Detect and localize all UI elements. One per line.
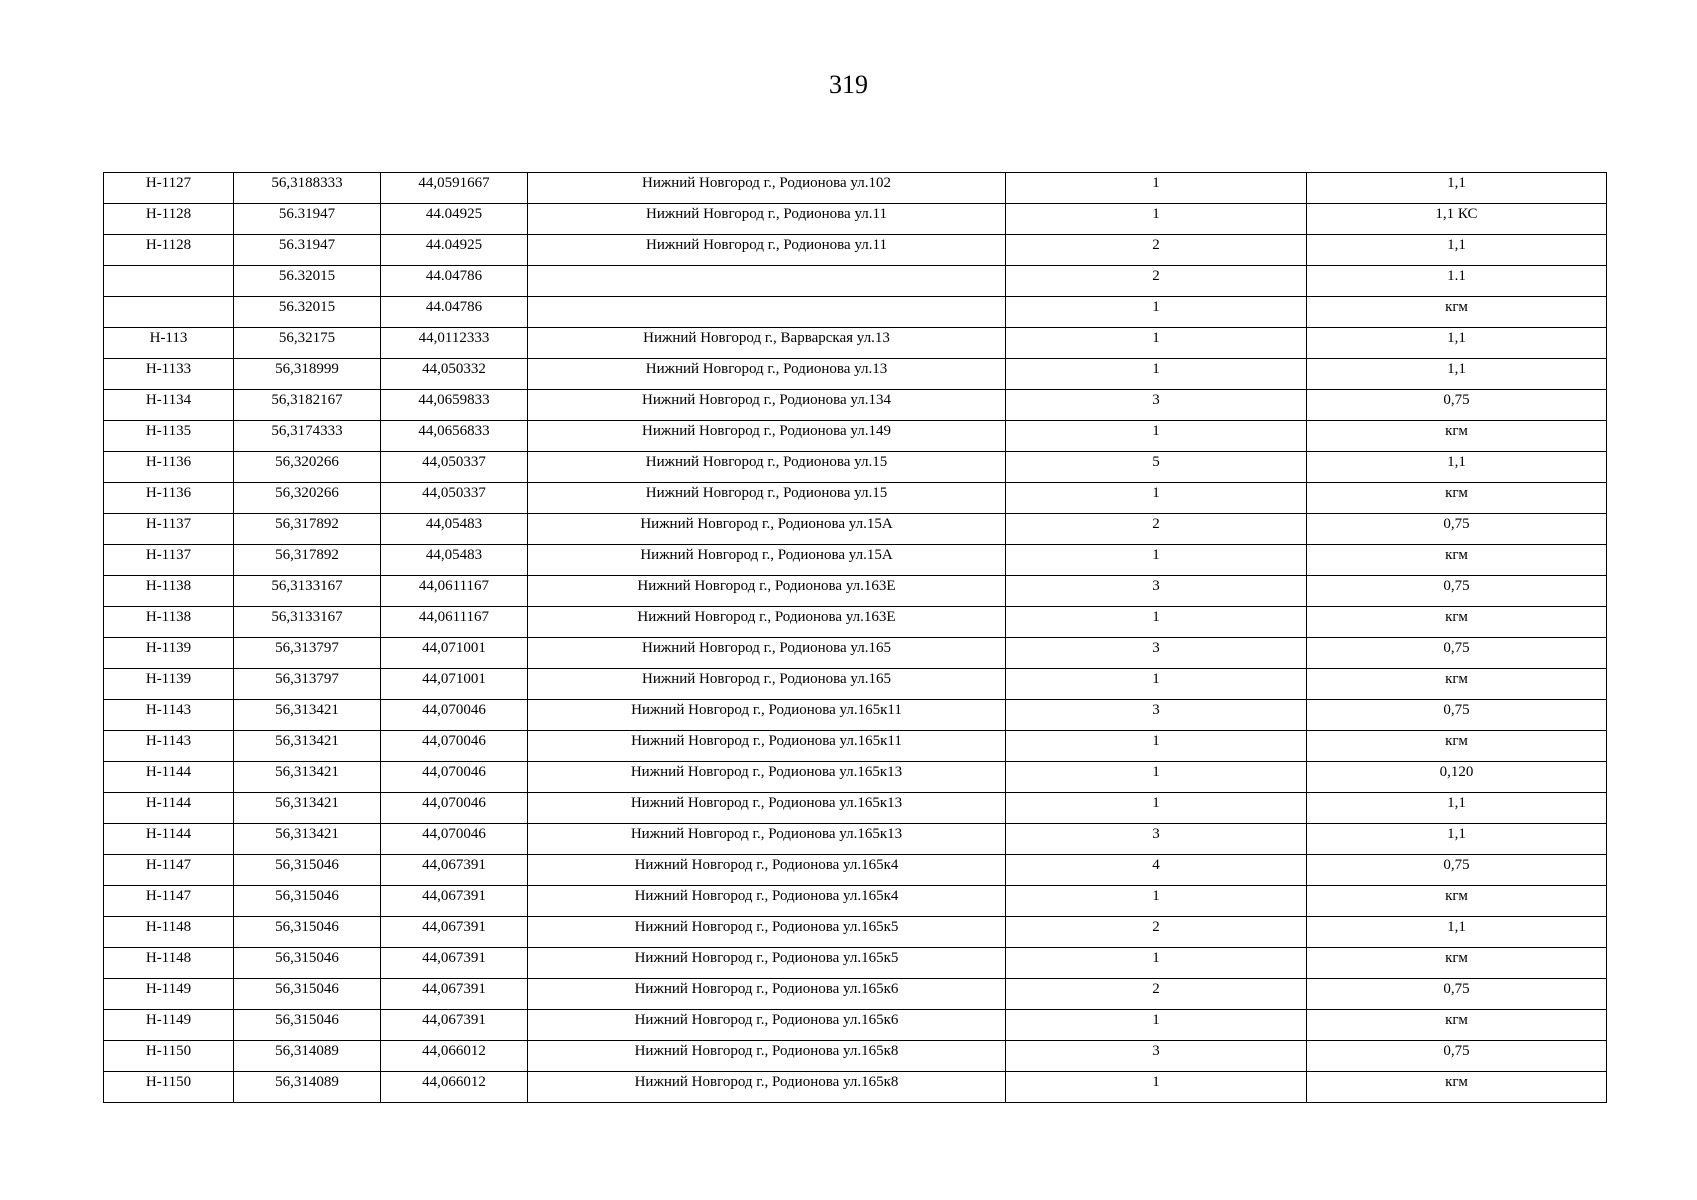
latitude-cell: 56,317892 — [234, 514, 381, 545]
value-cell: 1,1 — [1307, 452, 1607, 483]
table-row — [104, 948, 1607, 979]
address-cell: Нижний Новгород г., Родионова ул.15 — [528, 452, 1006, 483]
latitude-cell: 56,3133167 — [234, 607, 381, 638]
value-cell: кгм — [1307, 1072, 1607, 1103]
value-cell: 1.1 — [1307, 266, 1607, 297]
address-cell: Нижний Новгород г., Родионова ул.165 — [528, 638, 1006, 669]
latitude-cell: 56,315046 — [234, 917, 381, 948]
id-cell: Н-1143 — [104, 731, 234, 762]
id-cell: Н-1136 — [104, 452, 234, 483]
value-cell: 0,75 — [1307, 390, 1607, 421]
id-cell: Н-1138 — [104, 607, 234, 638]
id-cell: Н-1143 — [104, 700, 234, 731]
address-cell: Нижний Новгород г., Родионова ул.11 — [528, 204, 1006, 235]
address-cell: Нижний Новгород г., Родионова ул.165к8 — [528, 1041, 1006, 1072]
address-cell: Нижний Новгород г., Родионова ул.13 — [528, 359, 1006, 390]
table-row — [104, 204, 1607, 235]
latitude-cell: 56,32175 — [234, 328, 381, 359]
longitude-cell: 44,067391 — [381, 1010, 528, 1041]
id-cell: Н-1147 — [104, 886, 234, 917]
value-cell: кгм — [1307, 669, 1607, 700]
id-cell: Н-1128 — [104, 235, 234, 266]
id-cell: Н-1144 — [104, 824, 234, 855]
longitude-cell: 44,066012 — [381, 1041, 528, 1072]
id-cell: Н-1128 — [104, 204, 234, 235]
table-body — [104, 173, 1607, 1103]
count-cell: 3 — [1006, 390, 1307, 421]
longitude-cell: 44,05483 — [381, 514, 528, 545]
latitude-cell: 56,313421 — [234, 793, 381, 824]
id-cell: Н-1136 — [104, 483, 234, 514]
value-cell: кгм — [1307, 483, 1607, 514]
latitude-cell: 56,3188333 — [234, 173, 381, 204]
table-row — [104, 359, 1607, 390]
longitude-cell: 44,071001 — [381, 638, 528, 669]
value-cell: 1,1 — [1307, 235, 1607, 266]
longitude-cell: 44,050337 — [381, 483, 528, 514]
latitude-cell: 56,313797 — [234, 638, 381, 669]
count-cell: 1 — [1006, 483, 1307, 514]
longitude-cell: 44,0611167 — [381, 576, 528, 607]
id-cell: Н-1148 — [104, 917, 234, 948]
longitude-cell: 44,070046 — [381, 700, 528, 731]
table-row — [104, 607, 1607, 638]
longitude-cell: 44,067391 — [381, 886, 528, 917]
address-cell: Нижний Новгород г., Родионова ул.163Е — [528, 607, 1006, 638]
table-row — [104, 483, 1607, 514]
latitude-cell: 56,313421 — [234, 762, 381, 793]
count-cell: 1 — [1006, 731, 1307, 762]
address-cell: Нижний Новгород г., Родионова ул.149 — [528, 421, 1006, 452]
address-cell: Нижний Новгород г., Родионова ул.165к13 — [528, 762, 1006, 793]
count-cell: 2 — [1006, 266, 1307, 297]
latitude-cell: 56,313421 — [234, 731, 381, 762]
longitude-cell: 44,070046 — [381, 793, 528, 824]
table-row — [104, 421, 1607, 452]
table-row — [104, 917, 1607, 948]
address-cell: Нижний Новгород г., Родионова ул.165к6 — [528, 1010, 1006, 1041]
count-cell: 1 — [1006, 1010, 1307, 1041]
address-cell — [528, 297, 1006, 328]
id-cell: Н-1137 — [104, 545, 234, 576]
table-row — [104, 514, 1607, 545]
address-cell: Нижний Новгород г., Варварская ул.13 — [528, 328, 1006, 359]
table-row — [104, 638, 1607, 669]
longitude-cell: 44,0591667 — [381, 173, 528, 204]
latitude-cell: 56,317892 — [234, 545, 381, 576]
count-cell: 1 — [1006, 762, 1307, 793]
address-cell: Нижний Новгород г., Родионова ул.165 — [528, 669, 1006, 700]
value-cell: 0,75 — [1307, 576, 1607, 607]
longitude-cell: 44,050337 — [381, 452, 528, 483]
value-cell: 0,75 — [1307, 638, 1607, 669]
address-cell: Нижний Новгород г., Родионова ул.165к4 — [528, 886, 1006, 917]
longitude-cell: 44,067391 — [381, 855, 528, 886]
value-cell: кгм — [1307, 421, 1607, 452]
id-cell: Н-1137 — [104, 514, 234, 545]
address-cell: Нижний Новгород г., Родионова ул.165к4 — [528, 855, 1006, 886]
count-cell: 1 — [1006, 793, 1307, 824]
longitude-cell: 44,067391 — [381, 979, 528, 1010]
table-row — [104, 1041, 1607, 1072]
table-row — [104, 793, 1607, 824]
longitude-cell: 44,070046 — [381, 762, 528, 793]
count-cell: 1 — [1006, 545, 1307, 576]
latitude-cell: 56,315046 — [234, 979, 381, 1010]
value-cell: 1,1 КС — [1307, 204, 1607, 235]
table-row — [104, 731, 1607, 762]
address-cell — [528, 266, 1006, 297]
value-cell: кгм — [1307, 297, 1607, 328]
latitude-cell: 56,3182167 — [234, 390, 381, 421]
count-cell: 1 — [1006, 886, 1307, 917]
table-row — [104, 545, 1607, 576]
count-cell: 1 — [1006, 297, 1307, 328]
id-cell: Н-1144 — [104, 762, 234, 793]
longitude-cell: 44,070046 — [381, 731, 528, 762]
table-row — [104, 173, 1607, 204]
longitude-cell: 44,0112333 — [381, 328, 528, 359]
table-row — [104, 1010, 1607, 1041]
id-cell: Н-1148 — [104, 948, 234, 979]
id-cell: Н-1139 — [104, 669, 234, 700]
count-cell: 1 — [1006, 204, 1307, 235]
count-cell: 1 — [1006, 359, 1307, 390]
value-cell: 1,1 — [1307, 793, 1607, 824]
value-cell: кгм — [1307, 545, 1607, 576]
address-cell: Нижний Новгород г., Родионова ул.11 — [528, 235, 1006, 266]
count-cell: 2 — [1006, 979, 1307, 1010]
latitude-cell: 56,315046 — [234, 948, 381, 979]
table-row — [104, 452, 1607, 483]
value-cell: 0,120 — [1307, 762, 1607, 793]
value-cell: 0,75 — [1307, 855, 1607, 886]
id-cell: Н-1144 — [104, 793, 234, 824]
table-row — [104, 390, 1607, 421]
value-cell: 1,1 — [1307, 824, 1607, 855]
count-cell: 3 — [1006, 1041, 1307, 1072]
address-cell: Нижний Новгород г., Родионова ул.165к6 — [528, 979, 1006, 1010]
latitude-cell: 56,320266 — [234, 483, 381, 514]
address-cell: Нижний Новгород г., Родионова ул.15А — [528, 545, 1006, 576]
id-cell: Н-1149 — [104, 1010, 234, 1041]
latitude-cell: 56,320266 — [234, 452, 381, 483]
count-cell: 1 — [1006, 669, 1307, 700]
longitude-cell: 44,0656833 — [381, 421, 528, 452]
latitude-cell: 56,313797 — [234, 669, 381, 700]
id-cell: Н-1139 — [104, 638, 234, 669]
table-row — [104, 886, 1607, 917]
longitude-cell: 44,0659833 — [381, 390, 528, 421]
value-cell: кгм — [1307, 731, 1607, 762]
count-cell: 1 — [1006, 1072, 1307, 1103]
longitude-cell: 44,071001 — [381, 669, 528, 700]
count-cell: 3 — [1006, 824, 1307, 855]
longitude-cell: 44.04786 — [381, 266, 528, 297]
count-cell: 1 — [1006, 607, 1307, 638]
latitude-cell: 56.31947 — [234, 204, 381, 235]
table-row — [104, 700, 1607, 731]
address-cell: Нижний Новгород г., Родионова ул.15 — [528, 483, 1006, 514]
value-cell: 1,1 — [1307, 917, 1607, 948]
value-cell: кгм — [1307, 886, 1607, 917]
id-cell: Н-1138 — [104, 576, 234, 607]
count-cell: 1 — [1006, 328, 1307, 359]
address-cell: Нижний Новгород г., Родионова ул.165к5 — [528, 948, 1006, 979]
latitude-cell: 56,3174333 — [234, 421, 381, 452]
table-row — [104, 297, 1607, 328]
value-cell: 1,1 — [1307, 173, 1607, 204]
address-cell: Нижний Новгород г., Родионова ул.102 — [528, 173, 1006, 204]
table-row — [104, 328, 1607, 359]
latitude-cell: 56,314089 — [234, 1041, 381, 1072]
latitude-cell: 56.32015 — [234, 297, 381, 328]
id-cell: Н-1135 — [104, 421, 234, 452]
table-row — [104, 762, 1607, 793]
id-cell: Н-1149 — [104, 979, 234, 1010]
longitude-cell: 44,05483 — [381, 545, 528, 576]
id-cell — [104, 266, 234, 297]
table-row — [104, 1072, 1607, 1103]
value-cell: 1,1 — [1307, 359, 1607, 390]
longitude-cell: 44.04925 — [381, 204, 528, 235]
id-cell: Н-113 — [104, 328, 234, 359]
longitude-cell: 44,067391 — [381, 948, 528, 979]
latitude-cell: 56,315046 — [234, 855, 381, 886]
longitude-cell: 44,070046 — [381, 824, 528, 855]
longitude-cell: 44,050332 — [381, 359, 528, 390]
id-cell: Н-1147 — [104, 855, 234, 886]
latitude-cell: 56,315046 — [234, 886, 381, 917]
latitude-cell: 56,313421 — [234, 700, 381, 731]
latitude-cell: 56.32015 — [234, 266, 381, 297]
latitude-cell: 56,318999 — [234, 359, 381, 390]
value-cell: кгм — [1307, 607, 1607, 638]
count-cell: 3 — [1006, 700, 1307, 731]
count-cell: 3 — [1006, 638, 1307, 669]
address-cell: Нижний Новгород г., Родионова ул.15А — [528, 514, 1006, 545]
id-cell: Н-1150 — [104, 1072, 234, 1103]
address-cell: Нижний Новгород г., Родионова ул.165к13 — [528, 793, 1006, 824]
value-cell: 0,75 — [1307, 1041, 1607, 1072]
longitude-cell: 44.04786 — [381, 297, 528, 328]
latitude-cell: 56,313421 — [234, 824, 381, 855]
table-row — [104, 576, 1607, 607]
count-cell: 2 — [1006, 514, 1307, 545]
address-cell: Нижний Новгород г., Родионова ул.165к11 — [528, 731, 1006, 762]
id-cell: Н-1150 — [104, 1041, 234, 1072]
count-cell: 1 — [1006, 948, 1307, 979]
table-row — [104, 266, 1607, 297]
value-cell: 0,75 — [1307, 979, 1607, 1010]
address-cell: Нижний Новгород г., Родионова ул.165к11 — [528, 700, 1006, 731]
address-cell: Нижний Новгород г., Родионова ул.165к13 — [528, 824, 1006, 855]
id-cell: Н-1133 — [104, 359, 234, 390]
value-cell: 0,75 — [1307, 700, 1607, 731]
value-cell: 0,75 — [1307, 514, 1607, 545]
id-cell: Н-1127 — [104, 173, 234, 204]
value-cell: кгм — [1307, 948, 1607, 979]
longitude-cell: 44,067391 — [381, 917, 528, 948]
address-cell: Нижний Новгород г., Родионова ул.165к8 — [528, 1072, 1006, 1103]
data-table — [103, 172, 1607, 1103]
latitude-cell: 56,3133167 — [234, 576, 381, 607]
count-cell: 3 — [1006, 576, 1307, 607]
address-cell: Нижний Новгород г., Родионова ул.165к5 — [528, 917, 1006, 948]
table-row — [104, 235, 1607, 266]
latitude-cell: 56,314089 — [234, 1072, 381, 1103]
longitude-cell: 44,066012 — [381, 1072, 528, 1103]
count-cell: 5 — [1006, 452, 1307, 483]
page-number: 319 — [829, 70, 868, 99]
latitude-cell: 56.31947 — [234, 235, 381, 266]
count-cell: 2 — [1006, 235, 1307, 266]
table-row — [104, 669, 1607, 700]
count-cell: 2 — [1006, 917, 1307, 948]
count-cell: 1 — [1006, 173, 1307, 204]
longitude-cell: 44.04925 — [381, 235, 528, 266]
longitude-cell: 44,0611167 — [381, 607, 528, 638]
address-cell: Нижний Новгород г., Родионова ул.134 — [528, 390, 1006, 421]
value-cell: кгм — [1307, 1010, 1607, 1041]
table-row — [104, 824, 1607, 855]
table-row — [104, 979, 1607, 1010]
address-cell: Нижний Новгород г., Родионова ул.163Е — [528, 576, 1006, 607]
id-cell — [104, 297, 234, 328]
latitude-cell: 56,315046 — [234, 1010, 381, 1041]
id-cell: Н-1134 — [104, 390, 234, 421]
value-cell: 1,1 — [1307, 328, 1607, 359]
count-cell: 1 — [1006, 421, 1307, 452]
table-row — [104, 855, 1607, 886]
count-cell: 4 — [1006, 855, 1307, 886]
